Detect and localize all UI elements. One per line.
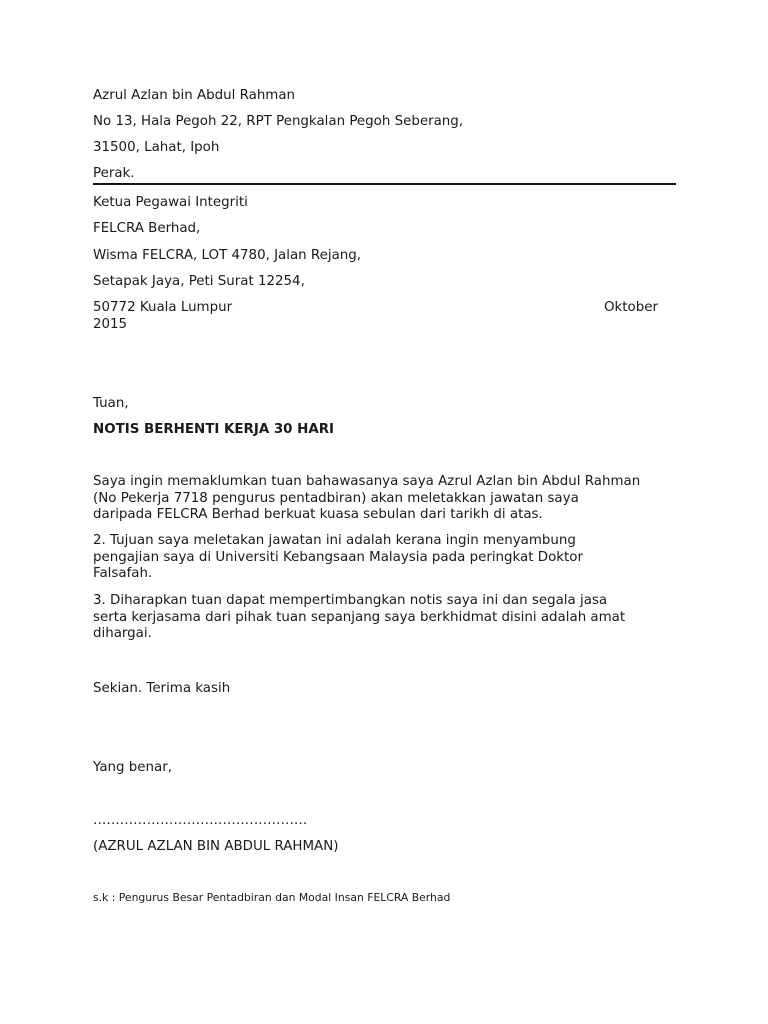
body-paragraph-3-line: 3. Diharapkan tuan dapat mempertimbangkan notis saya ini dan segala jasa: [93, 593, 608, 608]
body-paragraph-3: [93, 593, 683, 643]
date-year: 2015: [93, 317, 128, 332]
recipient-address-line1: Wisma FELCRA, LOT 4780, Jalan Rejang,: [93, 248, 362, 263]
signatory-name: (AZRUL AZLAN BIN ABDUL RAHMAN): [93, 839, 339, 854]
sender-name: Azrul Azlan bin Abdul Rahman: [93, 88, 296, 103]
body-paragraph-2: [93, 533, 683, 583]
date-month: Oktober: [604, 300, 658, 315]
body-paragraph-3-line: dihargai.: [93, 626, 152, 641]
body-paragraph-1-line: (No Pekerja 7718 pengurus pentadbiran) akan meletakkan jawatan saya: [93, 490, 579, 506]
recipient-address-line3: 50772 Kuala Lumpur: [93, 300, 233, 315]
sender-address-line2: 31500, Lahat, Ipoh: [93, 140, 220, 155]
closing-line: Sekian. Terima kasih: [93, 681, 231, 696]
letterhead-divider: [93, 183, 676, 185]
signature-line: …………………………………………: [93, 813, 308, 828]
salutation: Tuan,: [93, 396, 129, 411]
body-paragraph-2-line: Falsafah.: [93, 566, 153, 581]
recipient-organisation: FELCRA Berhad,: [93, 221, 201, 236]
signoff: Yang benar,: [93, 760, 172, 775]
body-paragraph-1: [93, 474, 683, 524]
body-paragraph-2-line: pengajian saya di Universiti Kebangsaan Malaysia pada peringkat Doktor: [93, 549, 583, 565]
recipient-title: Ketua Pegawai Integriti: [93, 195, 248, 210]
body-paragraph-1-line: Saya ingin memaklumkan tuan bahawasanya saya Azrul Azlan bin Abdul Rahman: [93, 474, 641, 489]
recipient-address-line2: Setapak Jaya, Peti Surat 12254,: [93, 274, 305, 289]
sender-address-line1: No 13, Hala Pegoh 22, RPT Pengkalan Pegoh Seberang,: [93, 114, 464, 129]
carbon-copy-note: s.k : Pengurus Besar Pentadbiran dan Modal Insan FELCRA Berhad: [93, 891, 451, 904]
body-paragraph-3-line: serta kerjasama dari pihak tuan sepanjang saya berkhidmat disini adalah amat: [93, 609, 626, 625]
body-paragraph-2-line: 2. Tujuan saya meletakan jawatan ini adalah kerana ingin menyambung: [93, 533, 576, 548]
body-paragraph-1-line: daripada FELCRA Berhad berkuat kuasa sebulan dari tarikh di atas.: [93, 507, 543, 522]
sender-address-line3: Perak.: [93, 166, 135, 181]
letter-subject: NOTIS BERHENTI KERJA 30 HARI: [93, 422, 335, 437]
